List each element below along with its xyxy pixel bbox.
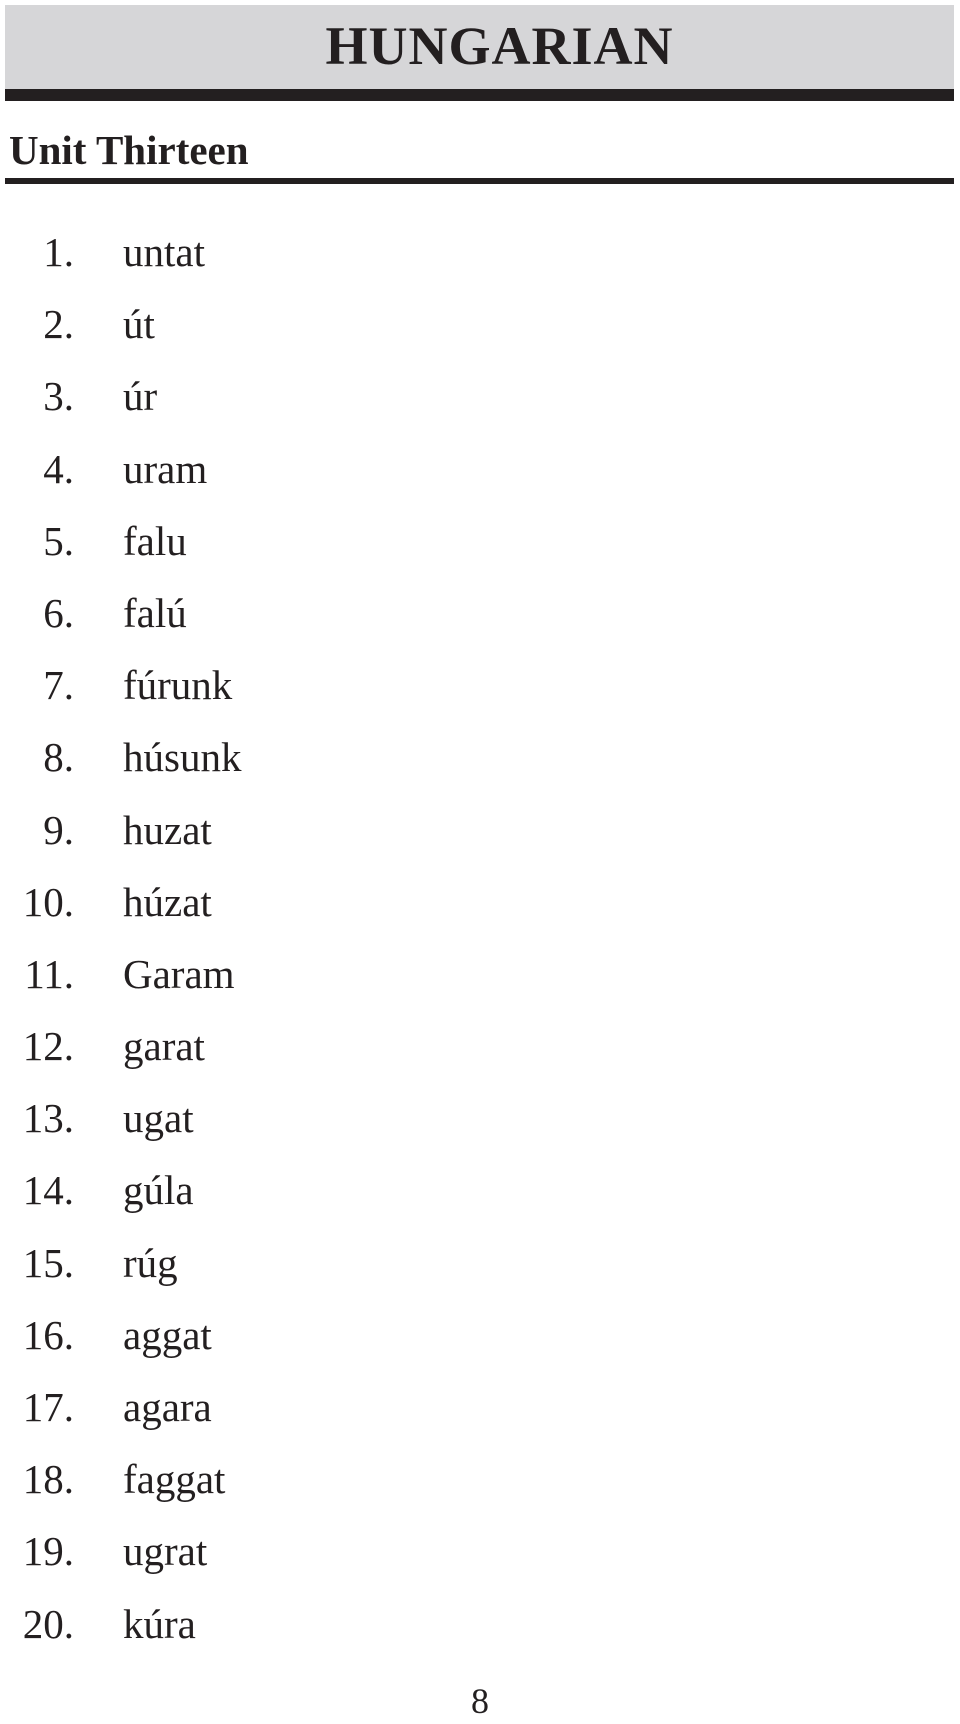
item-word: húzat bbox=[123, 878, 212, 925]
list-item bbox=[0, 1022, 600, 1094]
item-number: 18. bbox=[22, 1456, 74, 1503]
item-word: kúra bbox=[123, 1600, 196, 1647]
item-word: gúla bbox=[123, 1167, 194, 1214]
item-number: 19. bbox=[22, 1528, 74, 1575]
list-item bbox=[0, 1094, 600, 1166]
item-number: 20. bbox=[22, 1600, 74, 1647]
item-word: húsunk bbox=[123, 734, 242, 781]
item-number: 4. bbox=[43, 445, 74, 492]
list-item bbox=[0, 733, 600, 805]
item-number: 14. bbox=[22, 1167, 74, 1214]
item-number: 7. bbox=[43, 662, 74, 709]
item-word: falú bbox=[123, 589, 187, 636]
item-number: 16. bbox=[22, 1311, 74, 1358]
unit-divider bbox=[5, 178, 954, 184]
item-word: untat bbox=[123, 229, 205, 275]
list-item bbox=[0, 372, 600, 444]
item-number: 10. bbox=[22, 878, 74, 925]
item-word: ugat bbox=[123, 1095, 194, 1142]
list-item bbox=[0, 950, 600, 1022]
item-word: rúg bbox=[123, 1239, 178, 1286]
list-item bbox=[0, 1166, 600, 1238]
item-number: 6. bbox=[43, 589, 74, 636]
item-number: 2. bbox=[43, 301, 74, 348]
item-word: út bbox=[123, 301, 155, 348]
item-number: 9. bbox=[43, 806, 74, 853]
item-number: 3. bbox=[43, 373, 74, 420]
item-number: 13. bbox=[22, 1095, 74, 1142]
item-number: 5. bbox=[43, 517, 74, 564]
item-word: aggat bbox=[123, 1311, 212, 1358]
list-item bbox=[0, 1600, 600, 1672]
list-item bbox=[0, 300, 600, 372]
item-word: garat bbox=[123, 1023, 205, 1070]
page-number: 8 bbox=[471, 1681, 489, 1721]
item-word: fúrunk bbox=[123, 662, 233, 709]
header-band bbox=[5, 5, 954, 89]
item-word: ugrat bbox=[123, 1528, 208, 1575]
list-item bbox=[0, 661, 600, 733]
word-list bbox=[0, 228, 600, 1672]
header-divider bbox=[5, 89, 954, 101]
list-item bbox=[0, 1455, 600, 1527]
list-item bbox=[0, 806, 600, 878]
item-word: uram bbox=[123, 445, 208, 492]
item-number: 17. bbox=[22, 1384, 74, 1430]
item-number: 15. bbox=[22, 1239, 74, 1286]
list-item bbox=[0, 878, 600, 950]
list-item bbox=[0, 1239, 600, 1311]
item-number: 1. bbox=[43, 229, 74, 275]
item-word: huzat bbox=[123, 806, 212, 853]
item-word: faggat bbox=[123, 1456, 226, 1503]
list-item bbox=[0, 1527, 600, 1599]
item-number: 8. bbox=[43, 734, 74, 781]
item-number: 12. bbox=[22, 1023, 74, 1070]
item-word: agara bbox=[123, 1384, 212, 1430]
list-item bbox=[0, 228, 600, 300]
list-item bbox=[0, 1383, 600, 1455]
item-word: úr bbox=[123, 373, 158, 420]
item-word: falu bbox=[123, 517, 187, 564]
unit-title: Unit Thirteen bbox=[9, 127, 249, 173]
item-word: Garam bbox=[123, 950, 235, 997]
list-item bbox=[0, 589, 600, 661]
list-item bbox=[0, 517, 600, 589]
list-item bbox=[0, 445, 600, 517]
item-number: 11. bbox=[24, 950, 74, 997]
page-title: HUNGARIAN bbox=[325, 16, 674, 76]
list-item bbox=[0, 1311, 600, 1383]
